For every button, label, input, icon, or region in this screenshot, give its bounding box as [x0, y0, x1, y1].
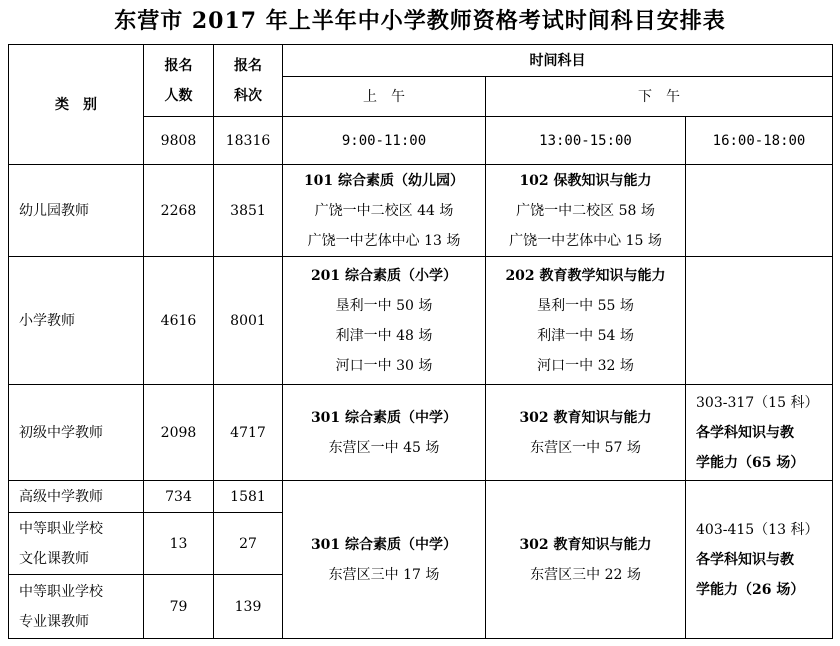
subjects-primary: 8001	[214, 257, 283, 385]
applicants-kindergarten: 2268	[144, 165, 214, 257]
time-slot-3: 16:00-18:00	[686, 117, 833, 165]
morning-kindergarten	[283, 165, 486, 257]
header-applicants	[144, 45, 214, 117]
subjects-junior: 4717	[214, 385, 283, 481]
header-row-1	[9, 45, 833, 77]
exam-title: 201 综合素质（小学）	[310, 267, 458, 284]
subjects-senior: 1581	[214, 481, 283, 513]
venue: 东营区一中 57 场	[530, 439, 641, 456]
category-primary: 小学教师	[9, 257, 144, 385]
evening-primary-empty	[686, 257, 833, 385]
venue: 广饶一中二校区 58 场	[516, 202, 655, 219]
table-row	[9, 257, 833, 385]
exam-title-cont: 学能力（26 场）	[696, 581, 805, 598]
exam-title: 101 综合素质（幼儿园）	[303, 172, 465, 189]
exam-title: 102 保教知识与能力	[519, 172, 652, 189]
category-voc-culture-line2: 文化课教师	[19, 550, 89, 567]
venue: 广饶一中艺体中心 13 场	[307, 232, 461, 249]
venue: 利津一中 48 场	[335, 327, 433, 344]
exam-title: 各学科知识与教	[696, 551, 794, 568]
header-category: 类 别	[9, 45, 144, 165]
applicants-senior: 734	[144, 481, 214, 513]
category-voc-culture-line1: 中等职业学校	[19, 520, 103, 537]
exam-code-range: 403-415（13 科）	[696, 521, 819, 538]
venue: 垦利一中 50 场	[335, 297, 433, 314]
morning-group4	[283, 481, 486, 639]
header-morning: 上 午	[283, 77, 486, 117]
morning-primary	[283, 257, 486, 385]
page-title: 东营市 2017 年上半年中小学教师资格考试时间科目安排表	[114, 8, 726, 34]
applicants-junior: 2098	[144, 385, 214, 481]
exam-title: 301 综合素质（中学）	[310, 536, 458, 553]
applicants-voc-culture: 13	[144, 513, 214, 575]
venue: 垦利一中 55 场	[537, 297, 634, 314]
category-voc-major-line2: 专业课教师	[19, 613, 89, 630]
header-time-subject: 时间科目	[283, 45, 833, 77]
exam-title: 202 教育教学知识与能力	[505, 267, 666, 284]
header-subjects-line2: 科次	[234, 87, 262, 104]
evening-group4	[686, 481, 833, 639]
category-voc-culture	[9, 513, 144, 575]
venue: 河口一中 30 场	[335, 357, 433, 374]
venue: 广饶一中艺体中心 15 场	[509, 232, 662, 249]
exam-title: 各学科知识与教	[696, 424, 794, 441]
exam-title: 301 综合素质（中学）	[310, 409, 458, 426]
exam-title-cont: 学能力（65 场）	[696, 454, 805, 471]
header-applicants-line2: 人数	[164, 87, 193, 104]
category-junior: 初级中学教师	[9, 385, 144, 481]
venue: 河口一中 32 场	[537, 357, 634, 374]
header-applicants-line1: 报名	[164, 57, 193, 74]
venue: 广饶一中二校区 44 场	[314, 202, 454, 219]
table-row	[9, 165, 833, 257]
applicants-primary: 4616	[144, 257, 214, 385]
afternoon-junior	[486, 385, 686, 481]
time-slot-1: 9:00-11:00	[283, 117, 486, 165]
header-subjects-line1: 报名	[234, 57, 262, 74]
category-kindergarten: 幼儿园教师	[9, 165, 144, 257]
category-voc-major	[9, 575, 144, 639]
subjects-voc-major: 139	[214, 575, 283, 639]
time-slot-2: 13:00-15:00	[486, 117, 686, 165]
subjects-voc-culture: 27	[214, 513, 283, 575]
afternoon-primary	[486, 257, 686, 385]
schedule-table	[8, 44, 833, 639]
morning-junior	[283, 385, 486, 481]
exam-title: 302 教育知识与能力	[519, 536, 652, 553]
evening-kindergarten-empty	[686, 165, 833, 257]
total-applicants: 9808	[144, 117, 214, 165]
table-row	[9, 481, 833, 513]
category-voc-major-line1: 中等职业学校	[19, 583, 103, 600]
table-row	[9, 385, 833, 481]
venue: 利津一中 54 场	[537, 327, 634, 344]
exam-code-range: 303-317（15 科）	[696, 394, 819, 411]
header-subjects	[214, 45, 283, 117]
afternoon-kindergarten	[486, 165, 686, 257]
afternoon-group4	[486, 481, 686, 639]
exam-title: 302 教育知识与能力	[519, 409, 652, 426]
venue: 东营区三中 17 场	[328, 566, 440, 583]
evening-junior	[686, 385, 833, 481]
applicants-voc-major: 79	[144, 575, 214, 639]
subjects-kindergarten: 3851	[214, 165, 283, 257]
venue: 东营区一中 45 场	[328, 439, 440, 456]
category-senior: 高级中学教师	[9, 481, 144, 513]
total-subjects: 18316	[214, 117, 283, 165]
header-afternoon: 下 午	[486, 77, 833, 117]
venue: 东营区三中 22 场	[530, 566, 641, 583]
